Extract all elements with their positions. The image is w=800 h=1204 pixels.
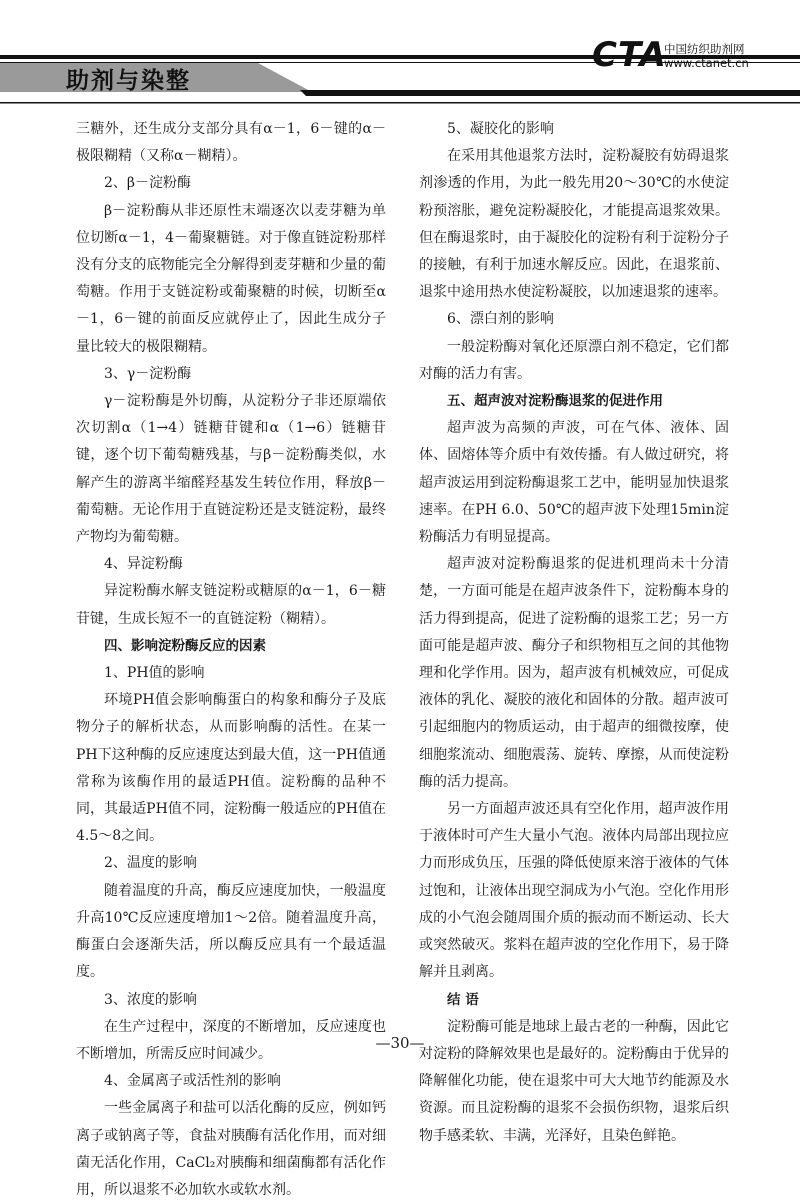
paragraph: 超声波为高频的声波，可在气体、液体、固体、固熔体等介质中有效传播。有人做过研究，将超声波运用到淀粉酶退浆工艺中，能明显加快退浆速率。在PH 6.0、50℃的超声波下处理15min淀粉酶活力有明显提高。 [419, 420, 729, 546]
section-heading: 结 语 [447, 991, 479, 1008]
paragraph: γ－淀粉酶是外切酶，从淀粉分子非还原端依次切割α（1→4）链糖苷键和α（1→6）链糖苷键，逐个切下葡萄糖残基，与β－淀粉酶类似，水解产生的游离半缩醛羟基发生转位作用，释放β－葡萄糖。无论作用于直链淀粉还是支链淀粉，最终产物均为葡萄糖。 [76, 393, 386, 546]
cta-logo: CTA [592, 35, 667, 75]
subsection-heading: 4、金属离子或活性剂的影响 [104, 1073, 281, 1090]
site-name: 中国纺织助剂网 [664, 42, 745, 56]
subsection-heading: 3、γ－淀粉酶 [104, 365, 192, 382]
paragraph: 淀粉酶可能是地球上最古老的一种酶，因此它对淀粉的降解效果也是最好的。淀粉酶由于优异的降解催化功能，使在退浆中可大大地节约能源及水资源。而且淀粉酶的退浆不会损伤织物，退浆后织物手感柔软、丰满，光泽好，且染色鲜艳。 [419, 1018, 729, 1144]
paragraph: 三糖外，还生成分支部分具有α－1，6－键的α－极限糊精（又称α－糊精）。 [76, 121, 386, 165]
subsection-heading: 2、β－淀粉酶 [104, 175, 192, 192]
paragraph: 超声波对淀粉酶退浆的促进机理尚未十分清楚，一方面可能是在超声波条件下，淀粉酶本身的活力得到提高，促进了淀粉酶的退浆工艺；另一方面可能是超声波、酶分子和织物相互之间的其他物理和化学作用。因为，超声波有机械效应，可促成液体的乳化、凝胶的液化和固体的分散。超声波可引起细胞内的物质运动，由于超声的细微按摩，使细胞浆流动、细胞震荡、旋转、摩擦，从而使淀粉酶的活力提高。 [419, 556, 729, 790]
subsection-heading: 6、漂白剂的影响 [447, 311, 554, 328]
paragraph: 异淀粉酶水解支链淀粉或糖原的α－1，6－糖苷键，生成长短不一的直链淀粉（糊精）。 [76, 583, 386, 627]
paragraph: 一些金属离子和盐可以活化酶的反应，例如钙离子或钠离子等，食盐对胰酶有活化作用，而对细菌无活化作用，CaCl₂对胰酶和细菌酶都有活化作用，所以退浆不必加软水或软水剂。 [76, 1100, 386, 1198]
subsection-heading: 2、温度的影响 [104, 855, 197, 872]
paragraph: 一般淀粉酶对氧化还原漂白剂不稳定，它们都对酶的活力有害。 [419, 338, 729, 382]
subsection-heading: 5、凝胶化的影响 [447, 121, 554, 137]
paragraph: 在生产过程中，深度的不断增加，反应速度也不断增加，所需反应时间减少。 [76, 1018, 386, 1062]
subsection-heading: 1、PH值的影响 [104, 665, 205, 682]
journal-title: 助剂与染整 [66, 68, 191, 94]
right-column [419, 116, 729, 1150]
paragraph: 另一方面超声波还具有空化作用，超声波作用于液体时可产生大量小气泡。液体内局部出现拉应力而形成负压，压强的降低使原来溶于液体的气体过饱和，让液体出现空洞成为小气泡。空化作用形成的小气泡会随周围介质的振动而不断运动、长大或突然破灭。浆料在超声波的空化作用下，易于降解并且剥离。 [419, 801, 729, 981]
subsection-heading: 4、异淀粉酶 [104, 556, 183, 573]
site-url: www.ctanet.cn [664, 56, 749, 70]
page-header [0, 0, 800, 112]
subsection-heading: 3、浓度的影响 [104, 991, 197, 1008]
section-heading: 五、超声波对淀粉酶退浆的促进作用 [447, 393, 663, 410]
page-number: —30— [375, 1034, 425, 1052]
paragraph: β－淀粉酶从非还原性末端逐次以麦芽糖为单位切断α－1，4－葡聚糖链。对于像直链淀粉那样没有分支的底物能完全分解得到麦芽糖和少量的葡萄糖。作用于支链淀粉或葡聚糖的时候，切断至α－1，6－键的前面反应就停止了，因此生成分子量比较大的极限糊精。 [76, 202, 386, 355]
section-heading: 四、影响淀粉酶反应的因素 [104, 637, 266, 654]
paragraph: 在采用其他退浆方法时，淀粉凝胶有妨碍退浆剂渗透的作用，为此一般先用20～30℃的水使淀粉预溶胀，避免淀粉凝胶化，才能提高退浆效果。但在酶退浆时，由于凝胶化的淀粉有利于淀粉分子的接触，有利于加速水解反应。因此，在退浆前、退浆中途用热水使淀粉凝胶，以加速退浆的速率。 [419, 148, 729, 301]
paragraph: 随着温度的升高，酶反应速度加快，一般温度升高10℃反应速度增加1～2倍。随着温度升高，酶蛋白会逐渐失活，所以酶反应具有一个最适温度。 [76, 882, 386, 981]
paragraph: 环境PH值会影响酶蛋白的构象和酶分子及底物分子的解析状态，从而影响酶的活性。在某一PH下这种酶的反应速度达到最大值，这一PH值通常称为该酶作用的最适PH值。淀粉酶的品种不同，其最适PH值不同，淀粉酶一般适应的PH值在4.5～8之间。 [76, 692, 386, 845]
